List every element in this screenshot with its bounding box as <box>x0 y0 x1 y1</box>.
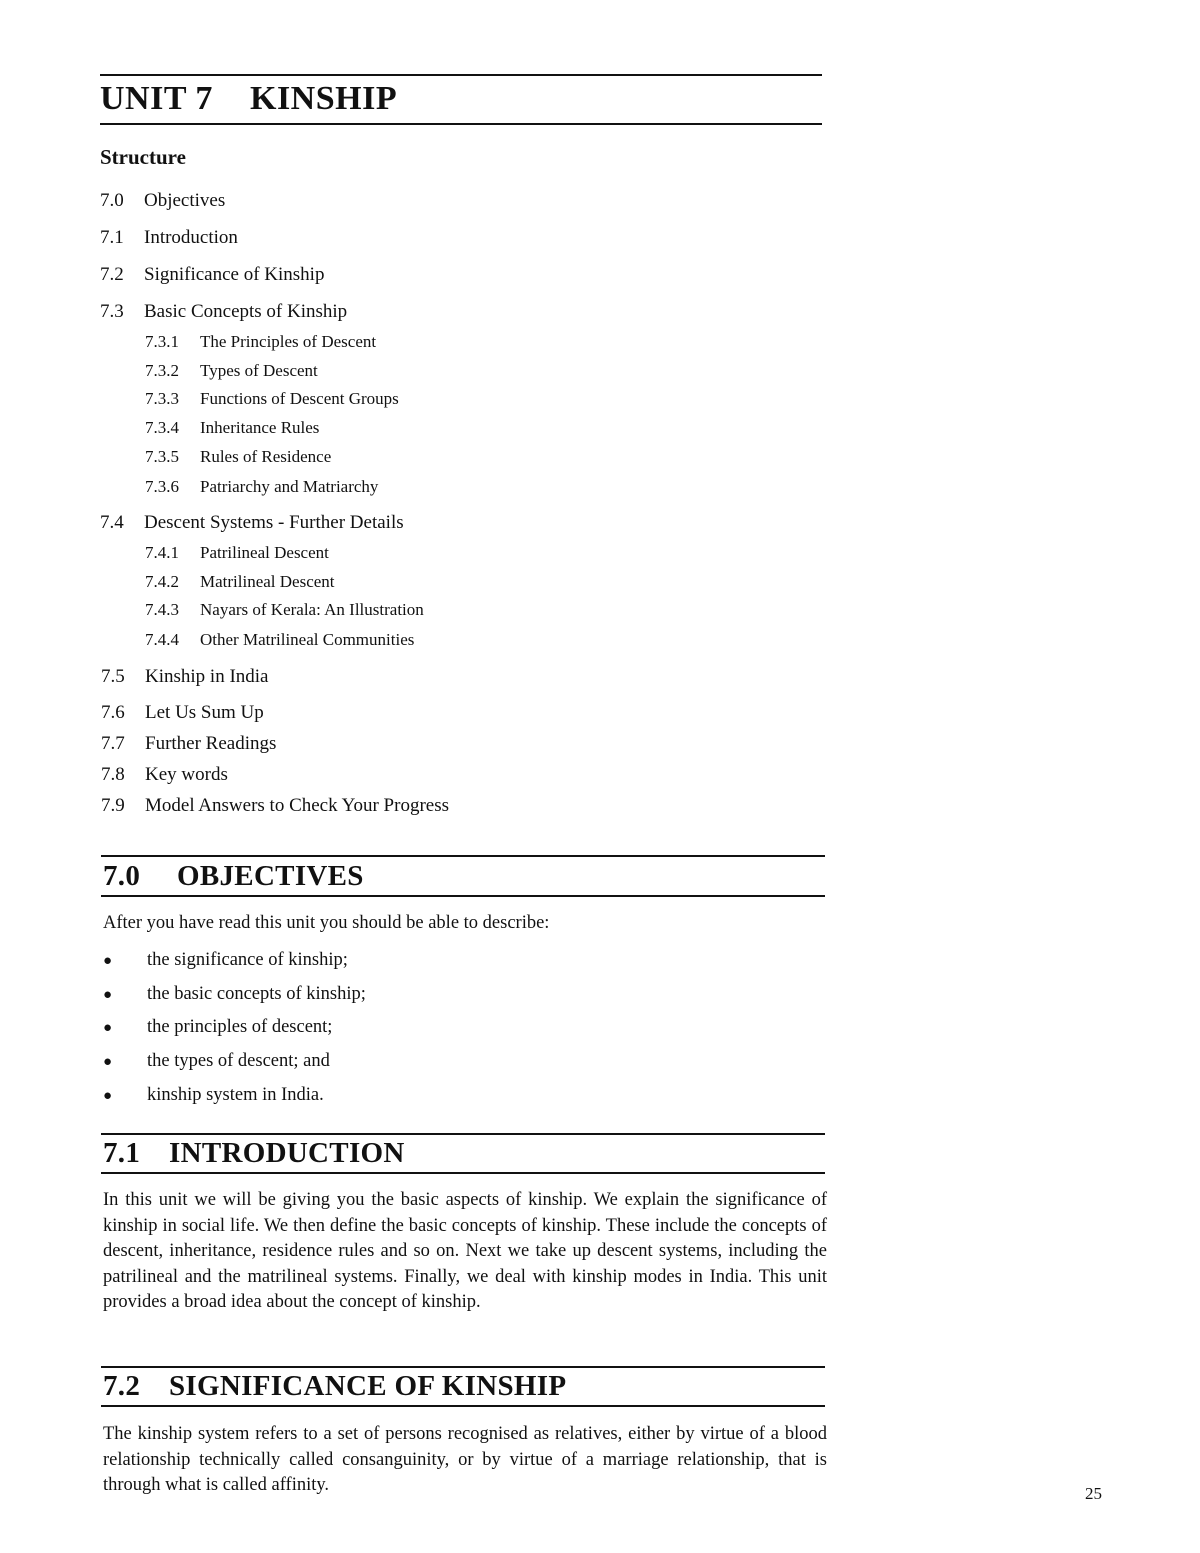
unit-bottom-rule <box>100 123 822 125</box>
list-item <box>103 984 366 1005</box>
section-number: 7.1 <box>103 1137 141 1169</box>
toc-subitem-number: 7.3.1 <box>145 332 179 351</box>
toc-item-label: Basic Concepts of Kinship <box>144 301 348 322</box>
section-top-rule <box>101 855 825 857</box>
toc-subitem-number: 7.3.3 <box>145 389 179 408</box>
toc-item <box>100 190 225 212</box>
toc-subitem-number: 7.3.5 <box>145 447 179 466</box>
toc-item <box>100 512 404 534</box>
unit-heading <box>100 80 397 118</box>
toc-item-label: Let Us Sum Up <box>145 702 264 723</box>
toc-item-label: Descent Systems - Further Details <box>144 512 404 533</box>
section-top-rule <box>101 1133 825 1135</box>
toc-item-number: 7.3 <box>100 301 124 322</box>
toc-subitem-number: 7.4.1 <box>145 543 179 562</box>
toc-item-number: 7.9 <box>101 795 125 816</box>
toc-subitem <box>145 361 318 381</box>
bullet-icon: ● <box>103 987 113 1003</box>
significance-paragraph: The kinship system refers to a set of persons recognised as relatives, either by virtue of a blood relationship technically called consanguinity, or by virtue of a marriage relationship, that is through what is called affinity. <box>103 1424 827 1495</box>
toc-item <box>100 227 238 249</box>
toc-subitem-number: 7.4.3 <box>145 600 179 619</box>
unit-title: KINSHIP <box>250 80 398 117</box>
section-title: OBJECTIVES <box>177 860 364 892</box>
toc-subitem-number: 7.3.2 <box>145 361 179 380</box>
toc-subitem <box>145 447 331 467</box>
toc-item <box>101 666 269 688</box>
toc-item-label: Model Answers to Check Your Progress <box>145 795 449 816</box>
toc-subitem-label: Matrilineal Descent <box>200 572 335 591</box>
section-bottom-rule <box>101 1172 825 1174</box>
toc-subitem-label: Patrilineal Descent <box>200 543 329 562</box>
section-bottom-rule <box>101 895 825 897</box>
section-top-rule <box>101 1366 825 1368</box>
page-number: 25 <box>1085 1484 1102 1503</box>
toc-item-label: Kinship in India <box>145 666 269 687</box>
toc-subitem <box>145 477 378 497</box>
toc-subitem-label: Nayars of Kerala: An Illustration <box>200 600 424 619</box>
toc-item <box>100 264 324 286</box>
toc-item-label: Key words <box>145 764 228 785</box>
toc-item <box>100 301 347 323</box>
section-heading-significance <box>103 1370 566 1403</box>
list-item-text: the types of descent; and <box>147 1051 330 1071</box>
toc-item <box>101 733 276 755</box>
toc-item-number: 7.4 <box>100 512 124 533</box>
section-heading-objectives <box>103 860 364 893</box>
toc-item-number: 7.7 <box>101 733 125 754</box>
toc-subitem-number: 7.3.6 <box>145 477 179 496</box>
toc-subitem-label: Patriarchy and Matriarchy <box>200 477 379 496</box>
bullet-icon: ● <box>103 953 113 969</box>
toc-subitem <box>145 332 376 352</box>
toc-item <box>101 702 264 724</box>
toc-item-number: 7.8 <box>101 764 125 785</box>
toc-subitem-label: Functions of Descent Groups <box>200 389 399 408</box>
list-item <box>103 950 348 971</box>
toc-item <box>101 764 228 786</box>
section-title: INTRODUCTION <box>169 1137 405 1169</box>
introduction-paragraph: In this unit we will be giving you the basic aspects of kinship. We explain the significance of kinship in social life. We then define the basic concepts of kinship. These include the concepts of descent, inheritance, residence rules and so on. Next we take up descent systems, including the patrilineal and the matrilineal systems. Finally, we deal with kinship modes in India. This unit provides a broad idea about the concept of kinship. <box>103 1190 827 1312</box>
structure-label: Structure <box>100 145 186 169</box>
toc-item <box>101 795 449 817</box>
list-item-text: the basic concepts of kinship; <box>147 984 366 1004</box>
toc-subitem-label: Rules of Residence <box>200 447 332 466</box>
toc-subitem-label: Types of Descent <box>200 361 318 380</box>
list-item <box>103 1085 324 1106</box>
toc-subitem <box>145 572 335 592</box>
toc-subitem-label: Other Matrilineal Communities <box>200 630 415 649</box>
list-item-text: kinship system in India. <box>147 1085 324 1105</box>
toc-item-number: 7.0 <box>100 190 124 211</box>
bullet-icon: ● <box>103 1088 113 1104</box>
list-item <box>103 1017 332 1038</box>
section-number: 7.0 <box>103 860 141 892</box>
toc-subitem <box>145 630 414 650</box>
toc-subitem <box>145 389 399 409</box>
objectives-intro: After you have read this unit you should be able to describe: <box>103 913 550 933</box>
list-item <box>103 1051 330 1072</box>
list-item-text: the principles of descent; <box>147 1017 333 1037</box>
unit-top-rule <box>100 74 822 76</box>
section-number: 7.2 <box>103 1370 141 1402</box>
toc-item-number: 7.2 <box>100 264 124 285</box>
toc-subitem-number: 7.4.2 <box>145 572 179 591</box>
toc-subitem-number: 7.3.4 <box>145 418 179 437</box>
toc-subitem <box>145 600 424 620</box>
toc-item-label: Further Readings <box>145 733 277 754</box>
section-bottom-rule <box>101 1405 825 1407</box>
section-title: SIGNIFICANCE OF KINSHIP <box>169 1370 567 1402</box>
toc-item-label: Significance of Kinship <box>144 264 325 285</box>
toc-subitem-number: 7.4.4 <box>145 630 179 649</box>
toc-subitem-label: Inheritance Rules <box>200 418 320 437</box>
toc-item-label: Introduction <box>144 227 238 248</box>
bullet-icon: ● <box>103 1020 113 1036</box>
bullet-icon: ● <box>103 1054 113 1070</box>
list-item-text: the significance of kinship; <box>147 950 348 970</box>
toc-item-number: 7.6 <box>101 702 125 723</box>
toc-item-label: Objectives <box>144 190 226 211</box>
toc-subitem <box>145 543 329 563</box>
toc-item-number: 7.1 <box>100 227 124 248</box>
toc-subitem-label: The Principles of Descent <box>200 332 377 351</box>
section-heading-introduction <box>103 1137 405 1170</box>
toc-subitem <box>145 418 319 438</box>
toc-item-number: 7.5 <box>101 666 125 687</box>
unit-number: UNIT 7 <box>100 80 213 117</box>
